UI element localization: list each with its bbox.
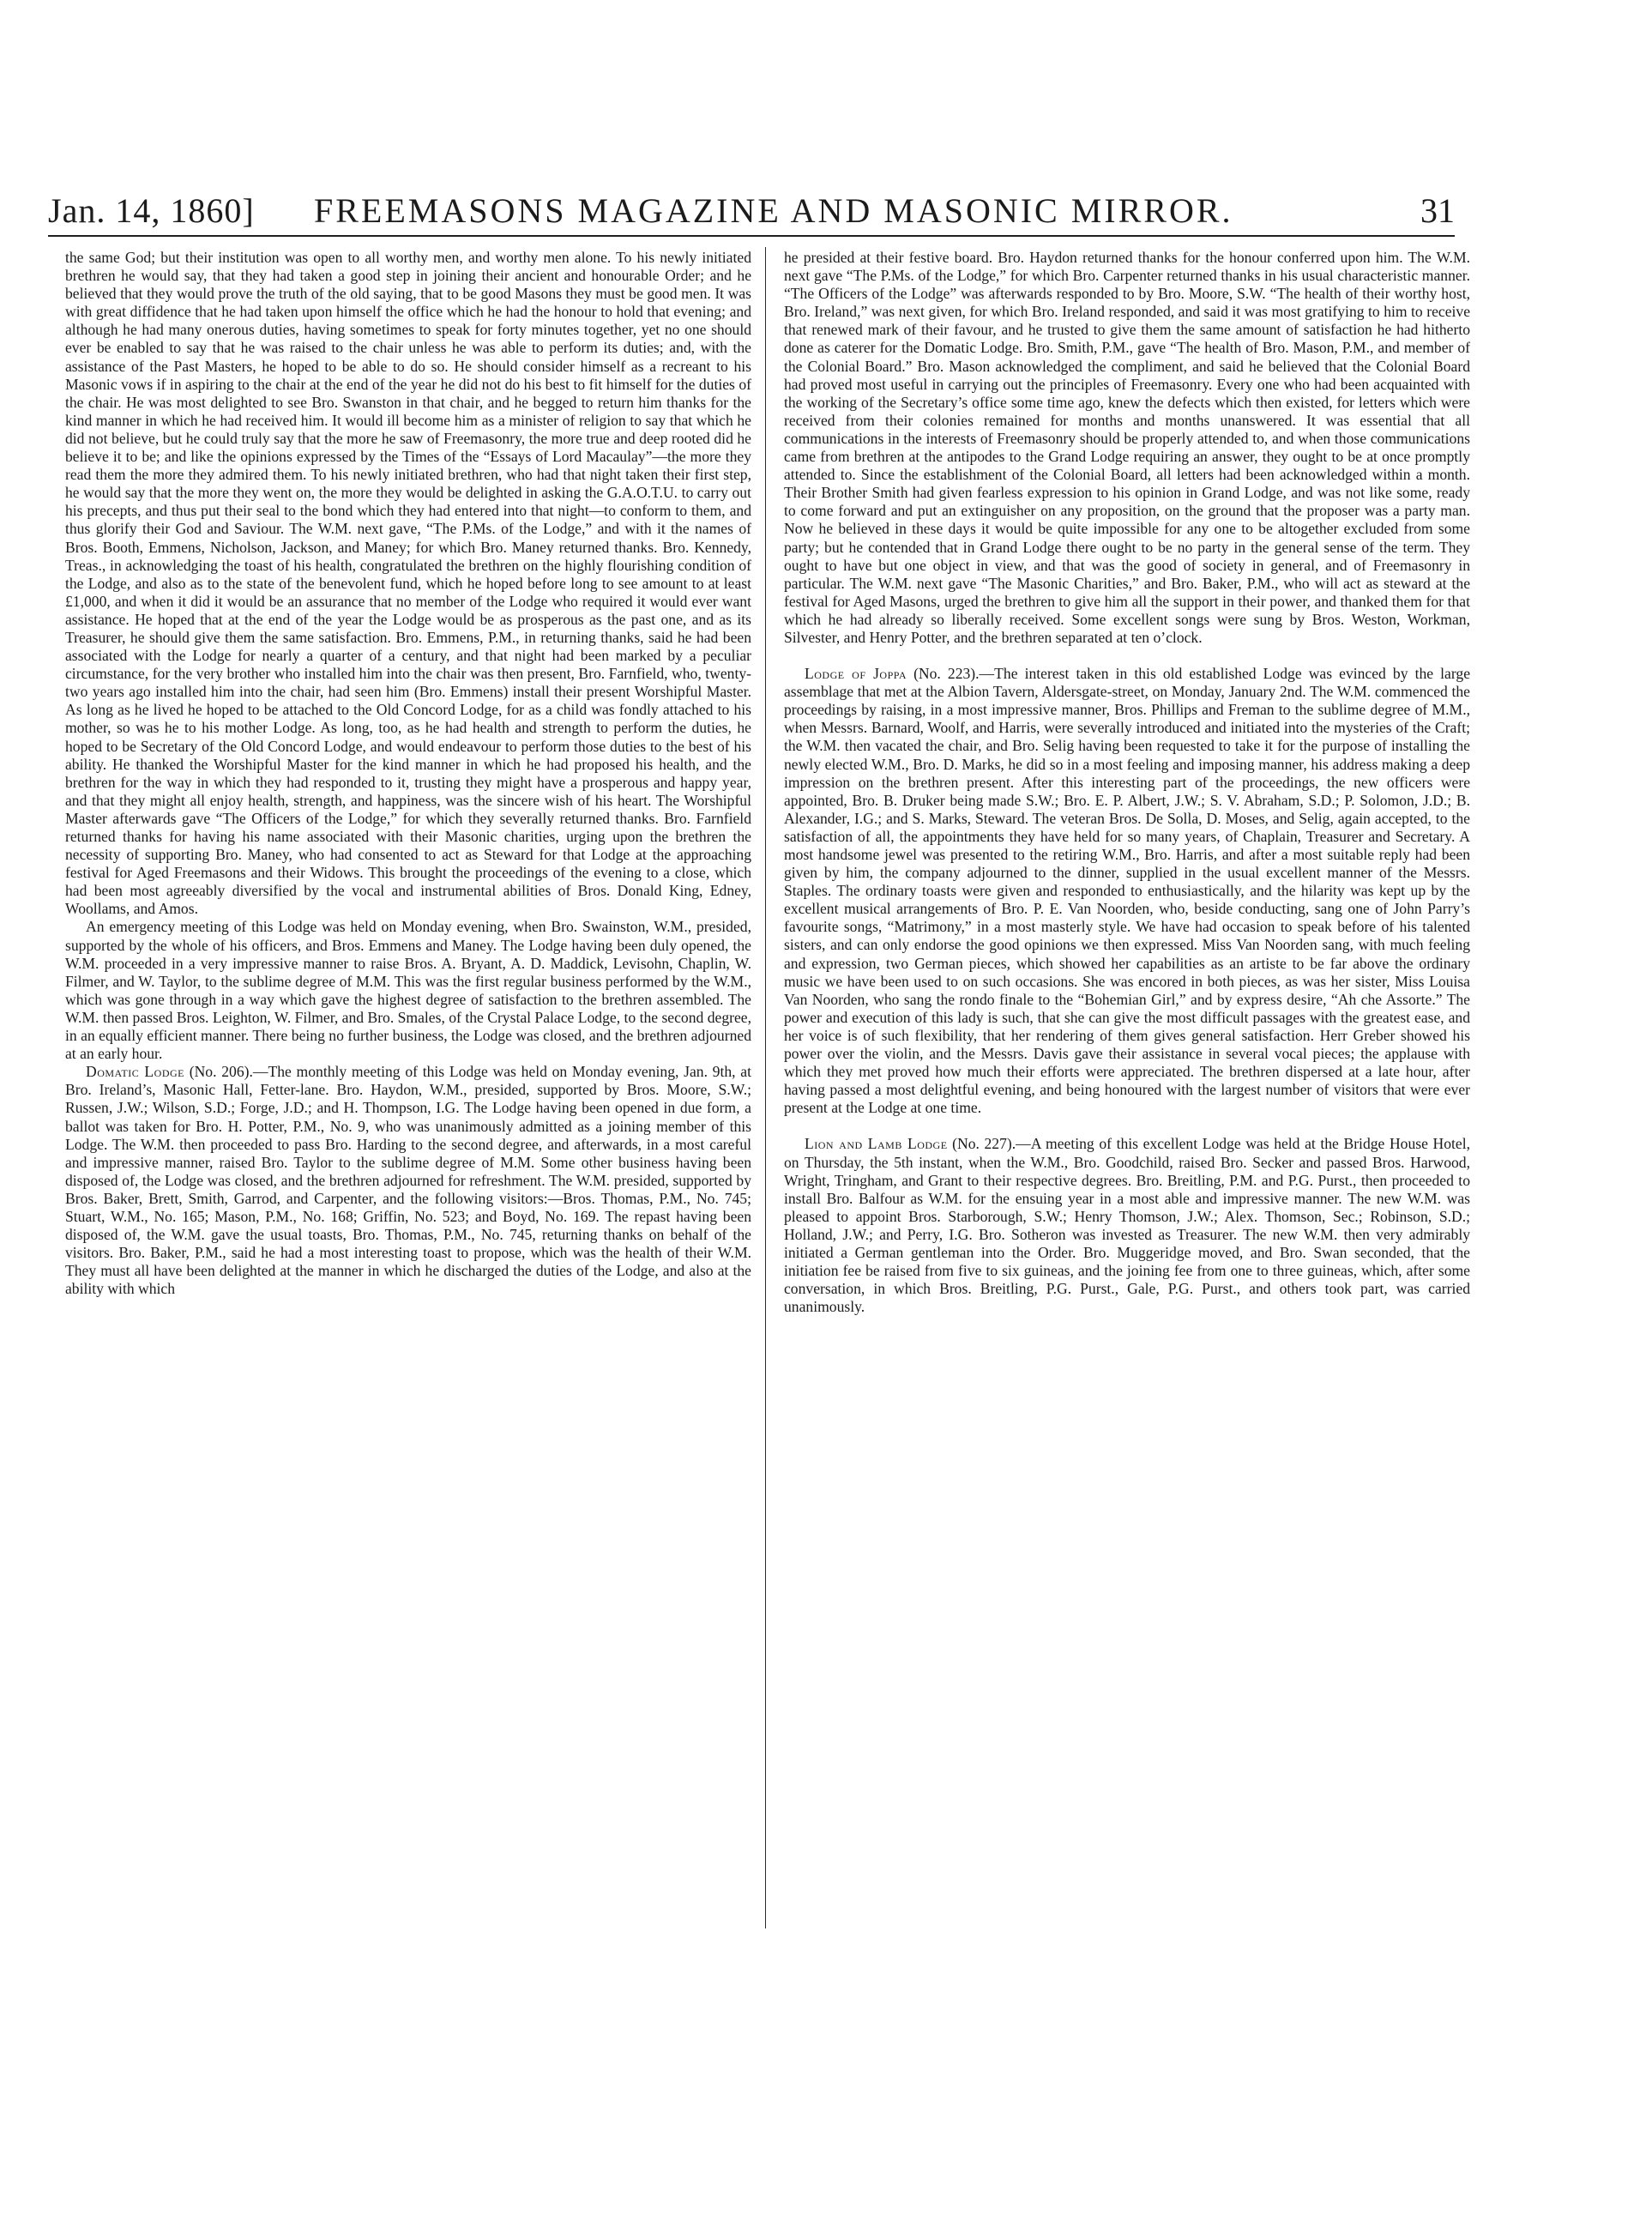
column-divider bbox=[765, 247, 766, 1928]
page-header bbox=[48, 190, 1455, 242]
left-column bbox=[65, 249, 751, 1298]
article-paragraph: he presided at their festive board. Bro. Haydon returned thanks for the honour conferred upon him. The W.M. next gave “The P.Ms. of the Lodge,” for which Bro. Carpenter returned thanks in his usual characteristic manner. “The Officers of the Lodge” was afterwards responded to by Bro. Moore, S.W. “The health of their worthy host, Bro. Ireland,” was next given, for which Bro. Ireland responded, and said it was most gratifying to him to receive that renewed mark of their favour, and he trusted to give them the same amount of satisfaction he had hitherto done as caterer for the Domatic Lodge. Bro. Smith, P.M., gave “The health of Bro. Mason, P.M., and member of the Colonial Board.” Bro. Mason acknowledged the compliment, and said he believed that the Colonial Board had proved most useful in carrying out the principles of Freemasonry. Every one who had been acquainted with the working of the Secretary’s office some time ago, knew the defects which then existed, for letters which were received from their colonies remained for months and months unanswered. It was essential that all communications in the interests of Freemasonry should be properly attended to, and when those communications came from brethren at the antipodes to the Grand Lodge requiring an answer, they ought to be at once promptly attended to. Since the establishment of the Colonial Board, all letters had been acknowledged within a month. Their Brother Smith had given fearless expression to his opinion in Grand Lodge, and was not like some, ready to come forward and put an extinguisher on any proposition, on the ground that the proposer was a party man. Now he believed in these days it would be quite impossible for any one to be altogether excluded from some party; but he contended that in Grand Lodge there ought to be no party in the general sense of the term. They ought to have but one object in view, and that was the good of society in general, and of Freemasonry in particular. The W.M. next gave “The Masonic Charities,” and Bro. Baker, P.M., who will act as steward at the festival for Aged Masons, urged the brethren to give him all the support in their power, and thanked them for that which he had already so liberally received. Some excellent songs were sung by Bros. Weston, Workman, Silvester, and Henry Potter, and the brethren separated at ten o’clock. bbox=[784, 249, 1470, 646]
lodge-heading: Lion and Lamb Lodge bbox=[805, 1135, 948, 1153]
right-column bbox=[784, 249, 1470, 1316]
article-paragraph: the same God; but their institution was open to all worthy men, and worthy men alone. To his newly initiated brethren he would say, that they had taken a good step in joining their ancient and honourable Order; and he believed that they would prove the truth of the old saying, that to be good Masons they must be good men. It was with great diffidence that he had taken upon himself the office which he had the honour to hold that evening; and although he had many onerous duties, having sometimes to speak for forty minutes together, yet no one should ever be enabled to say that he was raised to the chair unless he was able to perform its duties; and, with the assistance of the Past Masters, he hoped to be able to do so. He should consider himself as a recreant to his Masonic vows if in aspiring to the chair at the end of the year he did not do his best to fit himself for the duties of the chair. He was most delighted to see Bro. Swanston in that chair, and he begged to return him thanks for the kind manner in which he had received him. It would ill become him as a minister of religion to say that which he did not believe, but he could truly say that the more he saw of Freemasonry, the more true and deep rooted did he believe it to be; and like the opinions expressed by the Times of the “Essays of Lord Macaulay”—the more they read them the more they admired them. To his newly initiated brethren, who had that night taken their first step, he would say that the more they went on, the more they would be delighted in asking the G.A.O.T.U. to carry out his precepts, and thus put their seal to the bond which they had entered into that night—to conform to them, and thus glorify their God and Saviour. The W.M. next gave, “The P.Ms. of the Lodge,” and with it the names of Bros. Booth, Emmens, Nicholson, Jackson, and Maney; for which Bro. Maney returned thanks. Bro. Kennedy, Treas., in acknowledging the toast of his health, congratulated the brethren on the highly flourishing condition of the Lodge, and also as to the state of the benevolent fund, which he hoped before long to see amount to at least £1,000, and when it did it would be an assurance that no member of the Lodge who required it would ever want assistance. He hoped that at the end of the year the Lodge would be as prosperous as the past one, and as its Treasurer, he should give them the same satisfaction. Bro. Emmens, P.M., in returning thanks, said he had been associated with the Lodge for nearly a quarter of a century, and that night had been marked by a peculiar circumstance, for the very brother who installed him into the chair was then present, Bro. Farnfield, who, twenty-two years ago installed him into the chair, had seen him (Bro. Emmens) install their present Worshipful Master. As long as he lived he hoped to be attached to the Old Concord Lodge, for as a child was fondly attached to his mother, so was he to his mother Lodge. As long, too, as he had health and strength to perform the duties, he hoped to be Secretary of the Old Concord Lodge, and would endeavour to perform those duties to the best of his ability. He thanked the Worshipful Master for the kind manner in which he had proposed his health, and the brethren for the way in which they had responded to it, trusting they might have a prosperous and happy year, and that they might all enjoy health, strength, and happiness, was the sincere wish of his heart. The Worshipful Master afterwards gave “The Officers of the Lodge,” for which they severally returned thanks. Bro. Farnfield returned thanks for having his name associated with their Masonic charities, urging upon the brethren the necessity of supporting Bro. Maney, who had consented to act as Steward for that Lodge at the approaching festival for Aged Freemasons and their Widows. This brought the proceedings of the evening to a close, which had been most agreeably diversified by the vocal and instrumental abilities of Bros. Donald King, Edney, Woollams, and Amos. bbox=[65, 249, 751, 918]
lodge-heading: Domatic Lodge bbox=[86, 1063, 185, 1081]
header-rule bbox=[48, 235, 1455, 237]
paragraph-text: (No. 227).—A meeting of this excellent Lodge was held at the Bridge House Hotel, on Thursday, the 5th instant, when the W.M., Bro. Goodchild, raised Bro. Secker and passed Bros. Harwood, Wright, Tringham, and Grant to their respective degrees. Bro. Breitling, P.M. and P.G. Purst., then proceeded to install Bro. Balfour as W.M. for the ensuing year in a most able and impressive manner. The new W.M. was pleased to appoint Bros. Starborough, S.W.; Henry Thomson, J.W.; Alex. Thomson, Sec.; Robinson, S.D.; Holland, J.W.; and Perry, I.G. Bro. Sotheron was invested as Treasurer. The new W.M. then very admirably initiated a German gentleman into the Order. Bro. Muggeridge moved, and Bro. Swan seconded, that the initiation fee be raised from five to six guineas, and the joining fee from one to three guineas, which, after some conversation, in which Bros. Breitling, P.G. Purst., Gale, P.G. Purst., and others took part, was carried unanimously. bbox=[784, 1135, 1470, 1316]
header-title: FREEMASONS MAGAZINE AND MASONIC MIRROR. bbox=[314, 191, 1233, 230]
article-paragraph bbox=[65, 1063, 751, 1298]
paragraph-text: (No. 206).—The monthly meeting of this Lodge was held on Monday evening, Jan. 9th, at Bro. Ireland’s, Masonic Hall, Fetter-lane. Bro. Haydon, W.M., presided, supported by Bros. Moore, S.W.; Russen, J.W.; Wilson, S.D.; Forge, J.D.; and H. Thompson, I.G. The Lodge having been opened in due form, a ballot was taken for Bro. H. Potter, P.M., No. 9, who was unanimously admitted as a joining member of this Lodge. The W.M. then proceeded to pass Bro. Harding to the second degree, and afterwards, in a most careful and impressive manner, raised Bro. Taylor to the sublime degree of M.M. Some other business having been disposed of, the Lodge was closed, and the brethren adjourned for refreshment. The W.M. presided, supported by Bros. Baker, Brett, Smith, Garrod, and Carpenter, and the following visitors:—Bros. Thomas, P.M., No. 745; Stuart, W.M., No. 165; Mason, P.M., No. 168; Griffin, No. 523; and Boyd, No. 169. The repast having been disposed of, the W.M. gave the usual toasts, Bro. Thomas, P.M., No. 745, returning thanks on behalf of the visitors. Bro. Baker, P.M., said he had a most interesting toast to propose, which was the health of their W.M. They must all have been delighted at the manner in which he discharged the duties of the Lodge, and also at the ability with which bbox=[65, 1063, 751, 1298]
article-paragraph: An emergency meeting of this Lodge was held on Monday evening, when Bro. Swainston, W.M., presided, supported by the whole of his officers, and Bros. Emmens and Maney. The Lodge having been duly opened, the W.M. proceeded in a very impressive manner to raise Bros. A. Bryant, A. D. Maddick, Levisohn, Chaplin, W. Filmer, and W. Taylor, to the sublime degree of M.M. This was the first regular business performed by the W.M., which was gone through in a way which gave the highest degree of satisfaction to the brethren assembled. The W.M. then passed Bros. Leighton, W. Filmer, and Bro. Smales, of the Crystal Palace Lodge, to the second degree, in an equally efficient manner. There being no further business, the Lodge was closed, and the brethren adjourned at an early hour. bbox=[65, 918, 751, 1063]
article-paragraph bbox=[784, 665, 1470, 1117]
lodge-heading: Lodge of Joppa bbox=[805, 665, 907, 683]
article-paragraph bbox=[784, 1135, 1470, 1316]
header-date: Jan. 14, 1860] bbox=[48, 191, 255, 230]
page-number: 31 bbox=[1420, 191, 1455, 230]
paragraph-text: (No. 223).—The interest taken in this old established Lodge was evinced by the large assemblage that met at the Albion Tavern, Aldersgate-street, on Monday, January 2nd. The W.M. commenced the proceedings by raising, in a most impressive manner, Bros. Phillips and Freman to the sublime degree of M.M., when Messrs. Barnard, Woolf, and Harris, were severally introduced and initiated into the mysteries of the Craft; the W.M. then vacated the chair, and Bro. Selig having been requested to take it for the purpose of installing the newly elected W.M., Bro. D. Marks, he did so in a most feeling and imposing manner, his address making a deep impression on the brethren present. After this interesting part of the proceedings, the new officers were appointed, Bro. B. Druker being made S.W.; Bro. E. P. Albert, J.W.; S. V. Abraham, S.D.; P. Solomon, J.D.; B. Alexander, I.G.; and S. Marks, Steward. The veteran Bros. De Solla, D. Moses, and Selig, again accepted, to the satisfaction of all, the appointments they have held for so many years, of Chaplain, Treasurer and Secretary. A most handsome jewel was presented to the retiring W.M., Bro. Harris, and after a most suitable reply had been given by him, the company adjourned to the dinner, supplied in the usual excellent manner of the Messrs. Staples. The ordinary toasts were given and responded to enthusiastically, and the hilarity was kept up by the excellent musical arrangements of Bro. P. E. Van Noorden, who, beside conducting, sang one of John Parry’s favourite songs, “Matrimony,” in a most masterly style. We have had occasion to speak before of his talented sisters, and can only endorse the good opinions we then expressed. Miss Van Noorden sang, with much feeling and expression, two German pieces, which showed her capabilities as an artiste to be far above the ordinary music we have been used to on such occasions. She was encored in both pieces, as was her sister, Miss Louisa Van Noorden, who sang the rondo finale to the “Bohemian Girl,” and by express desire, “Ah che Assorte.” The power and execution of this lady is such, that she can give the most difficult passages with the greatest ease, and her voice is of such flexibility, that her rendering of them gives general satisfaction. Herr Greber showed his power over the violin, and the Messrs. Davis gave their assistance in several vocal pieces; the applause with which they met proved how much their efforts were appreciated. The brethren dispersed at a late hour, after having passed a most delightful evening, and being honoured with the largest number of visitors that were ever present at the Lodge at one time. bbox=[784, 665, 1470, 1117]
